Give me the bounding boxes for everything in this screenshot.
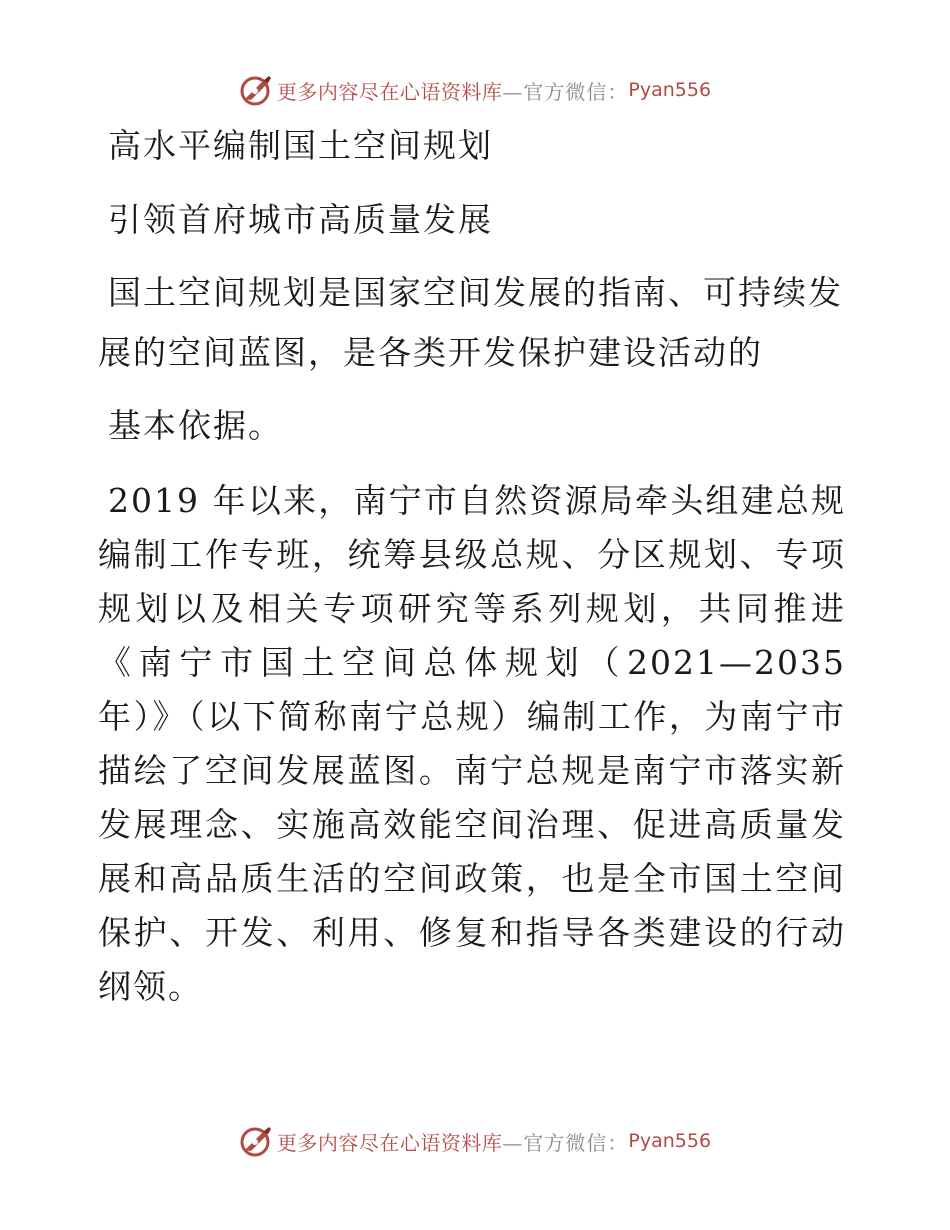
document-title-line-2: 引领首府城市高质量发展 bbox=[108, 200, 493, 239]
pen-logo-icon bbox=[239, 73, 273, 107]
body-paragraph: 2019 年以来，南宁市自然资源局牵头组建总规编制工作专班，统筹县级总规、分区规划、专项规划以及相关专项研究等系列规划，共同推进《南宁市国土空间总体规划（2021—2035 年）》（以下简称南宁总规）编制工作，为南宁市描绘了空间发展蓝图。南宁总规是南宁市落实新发展理念、实施高效能空间治理、促进高质量发展和高品质生活的空间政策，也是全市国土空间保护、开发、利用、修复和指导各类建设的行动纲领。 bbox=[98, 481, 881, 1006]
intro-line-1: 国土空间规划是国家空间发展的指南、可持续发 bbox=[108, 273, 843, 312]
pen-logo-icon bbox=[239, 1124, 273, 1158]
intro-line-2: 展的空间蓝图，是各类开发保护建设活动的 bbox=[98, 333, 763, 372]
watermark-separator: —官方微信： bbox=[502, 1130, 629, 1155]
document-title-line-1: 高水平编制国土空间规划 bbox=[108, 126, 493, 165]
watermark-text: 更多内容尽在心语资料库 bbox=[276, 79, 503, 104]
watermark-separator: —官方微信： bbox=[502, 79, 629, 104]
intro-line-3: 基本依据。 bbox=[108, 406, 283, 445]
watermark-text: 更多内容尽在心语资料库 bbox=[276, 1130, 503, 1155]
watermark-banner-bottom bbox=[0, 1121, 950, 1161]
watermark-wechat-id: Pyan556 bbox=[628, 1130, 712, 1152]
watermark-banner-top bbox=[0, 70, 950, 110]
watermark-wechat-id: Pyan556 bbox=[628, 79, 712, 101]
